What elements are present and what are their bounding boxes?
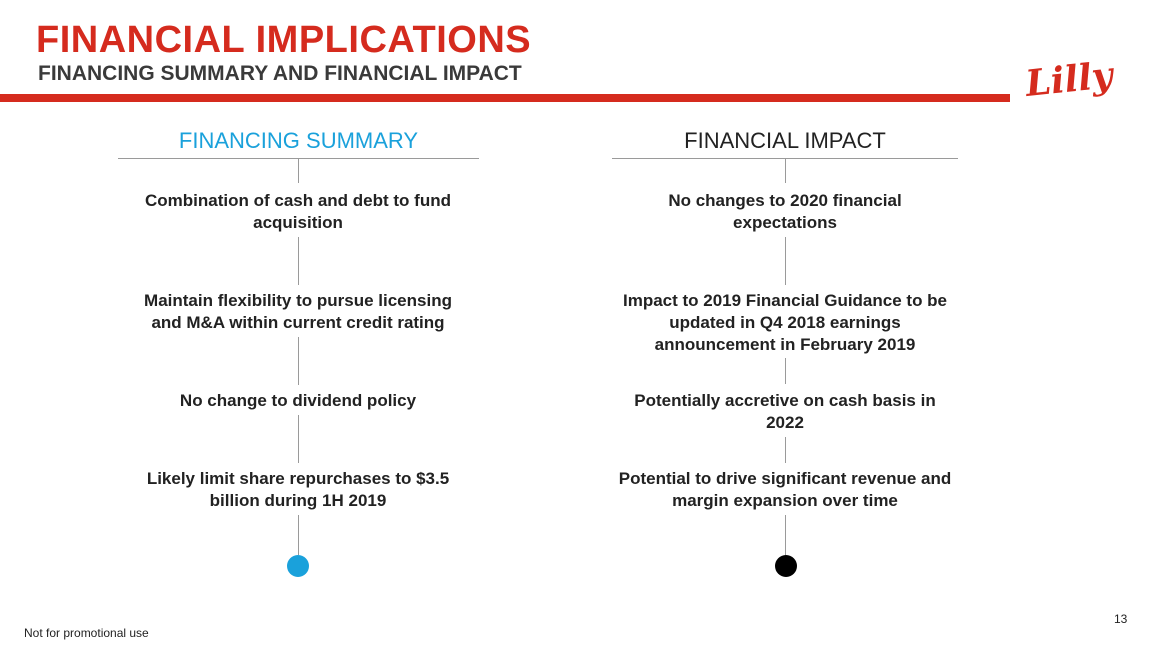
left-connector: [298, 337, 299, 385]
slide-title: FINANCIAL IMPLICATIONS: [36, 19, 532, 61]
left-connector: [298, 415, 299, 463]
right-item: No changes to 2020 financial expectations: [668, 191, 902, 232]
left-connector: [298, 515, 299, 555]
left-item: Combination of cash and debt to fund acquisition: [145, 191, 451, 232]
right-connector: [785, 237, 786, 285]
page-number: 13: [1114, 612, 1128, 626]
left-connector: [298, 237, 299, 285]
right-connector: [785, 515, 786, 555]
left-item: No change to dividend policy: [179, 391, 417, 410]
financial-impact-column: [612, 124, 958, 159]
footer-disclaimer: Not for promotional use: [24, 626, 149, 640]
left-item: Likely limit share repurchases to $3.5 billion during 1H 2019: [146, 469, 450, 510]
financing-summary-dot: [287, 555, 309, 577]
right-item: Impact to 2019 Financial Guidance to be updated in Q4 2018 earnings announcement in February 2019: [622, 291, 948, 354]
left-connector: [298, 159, 299, 183]
right-connector: [785, 159, 786, 183]
financing-summary-heading: FINANCING SUMMARY: [118, 124, 479, 159]
financing-summary-column: [118, 124, 479, 159]
financial-impact-heading: FINANCIAL IMPACT: [612, 124, 958, 159]
financial-impact-dot: [775, 555, 797, 577]
right-item: Potential to drive significant revenue and margin expansion over time: [618, 469, 952, 510]
slide-subtitle: FINANCING SUMMARY AND FINANCIAL IMPACT: [38, 62, 522, 85]
lilly-logo: Lilly: [1023, 54, 1115, 106]
right-connector: [785, 437, 786, 463]
header-red-bar: [0, 94, 1010, 102]
right-item: Potentially accretive on cash basis in 2022: [634, 391, 936, 432]
left-item: Maintain flexibility to pursue licensing and M&A within current credit rating: [144, 291, 452, 332]
right-connector: [785, 358, 786, 384]
